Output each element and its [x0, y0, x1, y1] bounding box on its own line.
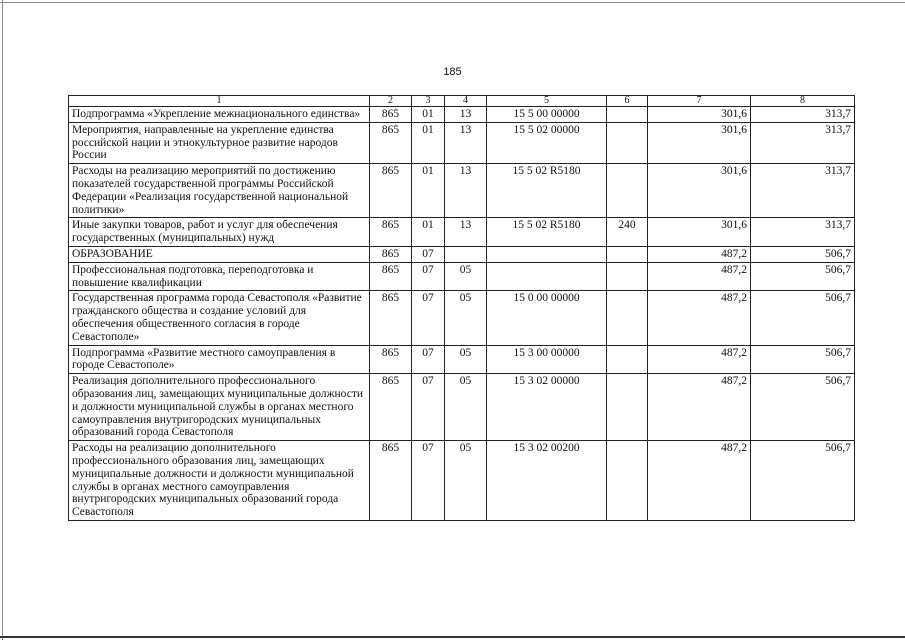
table-row	[69, 122, 855, 163]
scan-edge-bottom	[0, 636, 905, 638]
cell-grbs: 865	[370, 164, 412, 218]
cell-target-article: 15 3 02 00200	[487, 441, 607, 521]
budget-table	[68, 95, 855, 521]
cell-sum-year2: 313,7	[751, 122, 855, 163]
cell-target-article: 15 5 00 00000	[487, 107, 607, 123]
cell-sum-year2: 506,7	[751, 374, 855, 441]
scan-edge-left	[2, 0, 3, 640]
header-cell-grbs: 2	[370, 96, 412, 107]
table-header	[69, 96, 855, 107]
cell-name: Подпрограмма «Укрепление межнационального единства»	[69, 107, 370, 123]
table-row	[69, 291, 855, 345]
cell-section: 07	[412, 246, 445, 262]
cell-grbs: 865	[370, 107, 412, 123]
cell-section: 01	[412, 164, 445, 218]
cell-sum-year2: 313,7	[751, 107, 855, 123]
cell-subsection: 05	[445, 291, 487, 345]
table-row	[69, 246, 855, 262]
cell-sum-year1: 301,6	[648, 164, 751, 218]
cell-sum-year2: 506,7	[751, 441, 855, 521]
page-number: 185	[443, 66, 462, 78]
cell-target-article: 15 5 02 00000	[487, 122, 607, 163]
header-cell-expense-type: 6	[607, 96, 648, 107]
cell-grbs: 865	[370, 345, 412, 374]
cell-subsection: 05	[445, 374, 487, 441]
cell-expense-type	[607, 345, 648, 374]
cell-name: Государственная программа города Севастополя «Развитие гражданского общества и создание условий для обеспечения общественного согласия в городе Севастополе»	[69, 291, 370, 345]
cell-name: Расходы на реализацию дополнительного профессионального образования лиц, замещающих муниципальные должности и должности муниципальной службы в органах местного самоуправления внутригородских муниципальных образований города Севастополя	[69, 441, 370, 521]
cell-grbs: 865	[370, 291, 412, 345]
cell-grbs: 865	[370, 218, 412, 247]
table-row	[69, 345, 855, 374]
table-row	[69, 107, 855, 123]
header-cell-target-article: 5	[487, 96, 607, 107]
cell-subsection: 13	[445, 218, 487, 247]
cell-sum-year1: 487,2	[648, 291, 751, 345]
header-cell-sum-year1: 7	[648, 96, 751, 107]
cell-target-article	[487, 246, 607, 262]
cell-subsection: 13	[445, 164, 487, 218]
cell-grbs: 865	[370, 374, 412, 441]
cell-section: 01	[412, 218, 445, 247]
cell-expense-type	[607, 441, 648, 521]
cell-grbs: 865	[370, 262, 412, 291]
cell-sum-year1: 301,6	[648, 218, 751, 247]
cell-sum-year2: 506,7	[751, 262, 855, 291]
cell-section: 07	[412, 262, 445, 291]
cell-expense-type	[607, 262, 648, 291]
cell-sum-year1: 301,6	[648, 107, 751, 123]
cell-target-article: 15 3 00 00000	[487, 345, 607, 374]
table-body	[69, 107, 855, 521]
cell-sum-year2: 506,7	[751, 345, 855, 374]
table-row	[69, 164, 855, 218]
cell-sum-year2: 506,7	[751, 246, 855, 262]
cell-target-article: 15 3 02 00000	[487, 374, 607, 441]
cell-sum-year1: 487,2	[648, 441, 751, 521]
header-cell-section: 3	[412, 96, 445, 107]
cell-sum-year1: 487,2	[648, 262, 751, 291]
cell-expense-type	[607, 107, 648, 123]
cell-section: 07	[412, 441, 445, 521]
cell-section: 07	[412, 291, 445, 345]
cell-subsection: 05	[445, 345, 487, 374]
cell-subsection: 05	[445, 441, 487, 521]
cell-sum-year1: 487,2	[648, 345, 751, 374]
cell-subsection	[445, 246, 487, 262]
table-row	[69, 441, 855, 521]
cell-name: ОБРАЗОВАНИЕ	[69, 246, 370, 262]
cell-sum-year2: 313,7	[751, 218, 855, 247]
cell-subsection: 13	[445, 122, 487, 163]
cell-target-article: 15 5 02 R5180	[487, 218, 607, 247]
cell-name: Подпрограмма «Развитие местного самоуправления в городе Севастополе»	[69, 345, 370, 374]
header-cell-sum-year2: 8	[751, 96, 855, 107]
cell-expense-type	[607, 164, 648, 218]
cell-target-article	[487, 262, 607, 291]
cell-section: 01	[412, 107, 445, 123]
cell-grbs: 865	[370, 246, 412, 262]
cell-section: 01	[412, 122, 445, 163]
cell-sum-year1: 301,6	[648, 122, 751, 163]
cell-expense-type	[607, 291, 648, 345]
cell-expense-type: 240	[607, 218, 648, 247]
cell-expense-type	[607, 374, 648, 441]
cell-sum-year1: 487,2	[648, 246, 751, 262]
header-row	[69, 96, 855, 107]
table-row	[69, 374, 855, 441]
cell-name: Профессиональная подготовка, переподготовка и повышение квалификации	[69, 262, 370, 291]
cell-target-article: 15 0 00 00000	[487, 291, 607, 345]
cell-subsection: 13	[445, 107, 487, 123]
cell-sum-year2: 506,7	[751, 291, 855, 345]
cell-expense-type	[607, 246, 648, 262]
cell-sum-year2: 313,7	[751, 164, 855, 218]
header-cell-subsection: 4	[445, 96, 487, 107]
cell-name: Иные закупки товаров, работ и услуг для обеспечения государственных (муниципальных) нужд	[69, 218, 370, 247]
table-row	[69, 218, 855, 247]
cell-name: Реализация дополнительного профессионального образования лиц, замещающих муниципальные должности и должности муниципальной службы в органах местного самоуправления внутригородских муниципальных образований города Севастополя	[69, 374, 370, 441]
scan-edge-top	[0, 2, 905, 3]
cell-target-article: 15 5 02 R5180	[487, 164, 607, 218]
cell-grbs: 865	[370, 441, 412, 521]
cell-name: Расходы на реализацию мероприятий по достижению показателей государственной программы Российской Федерации «Реализация государственной национальной политики»	[69, 164, 370, 218]
cell-subsection: 05	[445, 262, 487, 291]
cell-section: 07	[412, 345, 445, 374]
cell-sum-year1: 487,2	[648, 374, 751, 441]
cell-section: 07	[412, 374, 445, 441]
header-cell-name: 1	[69, 96, 370, 107]
cell-name: Мероприятия, направленные на укрепление единства российской нации и этнокультурное развитие народов России	[69, 122, 370, 163]
table-row	[69, 262, 855, 291]
cell-expense-type	[607, 122, 648, 163]
cell-grbs: 865	[370, 122, 412, 163]
